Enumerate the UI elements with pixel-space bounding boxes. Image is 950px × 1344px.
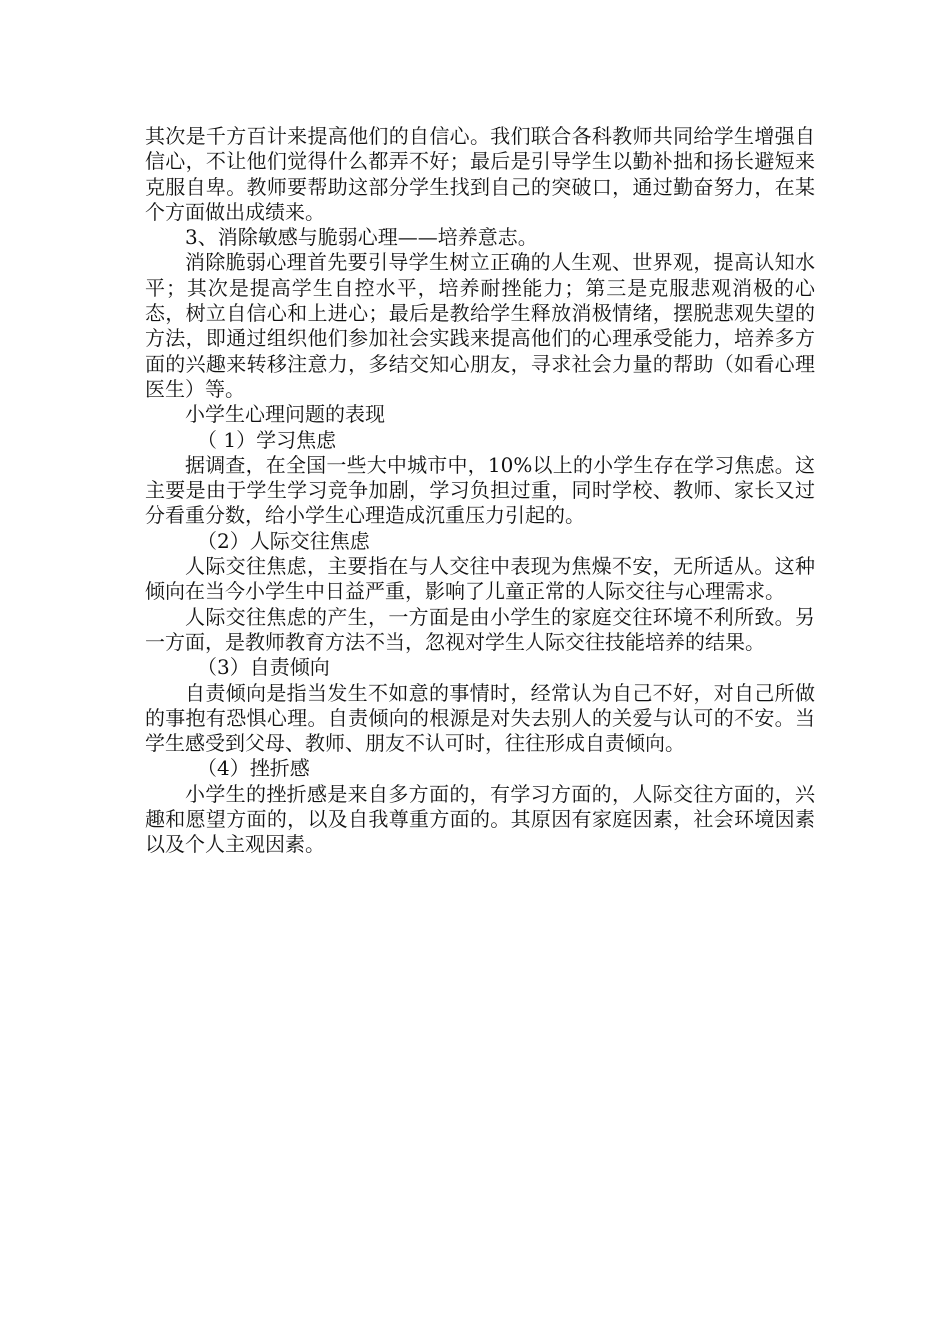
paragraph: 人际交往焦虑，主要指在与人交往中表现为焦燥不安，无所适从。这种倾向在当今小学生中日益严重，影响了儿童正常的人际交往与心理需求。 bbox=[145, 554, 815, 604]
paragraph: 消除脆弱心理首先要引导学生树立正确的人生观、世界观，提高认知水平；其次是提高学生自控水平，培养耐挫能力；第三是克服悲观消极的心态，树立自信心和上进心；最后是教给学生释放消极情绪，摆脱悲观失望的方法，即通过组织他们参加社会实践来提高他们的心理承受能力，培养多方面的兴趣来转移注意力，多结交知心朋友，寻求社会力量的帮助（如看心理医生）等。 bbox=[145, 250, 815, 401]
document-page bbox=[145, 124, 815, 858]
paragraph: 人际交往焦虑的产生，一方面是由小学生的家庭交往环境不利所致。另一方面，是教师教育方法不当，忽视对学生人际交往技能培养的结果。 bbox=[145, 604, 815, 654]
paragraph: 自责倾向是指当发生不如意的事情时，经常认为自己不好，对自己所做的事抱有恐惧心理。自责倾向的根源是对失去别人的关爱与认可的不安。当学生感受到父母、教师、朋友不认可时，往往形成自责倾向。 bbox=[145, 680, 815, 756]
section-heading-manifestations: 小学生心理问题的表现 bbox=[185, 402, 385, 427]
paragraph: 据调查，在全国一些大中城市中，10%以上的小学生存在学习焦虑。这主要是由于学生学习竞争加剧，学习负担过重，同时学校、教师、家长又过分看重分数，给小学生心理造成沉重压力引起的。 bbox=[145, 452, 815, 528]
paragraph: 小学生的挫折感是来自多方面的，有学习方面的，人际交往方面的，兴趣和愿望方面的，以及自我尊重方面的。其原因有家庭因素，社会环境因素以及个人主观因素。 bbox=[145, 781, 815, 857]
section-heading-3: 3、消除敏感与脆弱心理——培养意志。 bbox=[185, 225, 538, 250]
paragraph-continued: 其次是千方百计来提高他们的自信心。我们联合各科教师共同给学生增强自信心，不让他们觉得什么都弄不好；最后是引导学生以勤补拙和扬长避短来克服自卑。教师要帮助这部分学生找到自己的突破口，通过勤奋努力，在某个方面做出成绩来。 bbox=[145, 124, 815, 224]
subheading-frustration: （4）挫折感 bbox=[197, 756, 310, 781]
subheading-learning-anxiety: （ 1）学习焦虑 bbox=[197, 427, 337, 452]
subheading-self-blame: （3）自责倾向 bbox=[197, 655, 330, 680]
subheading-social-anxiety: （2）人际交往焦虑 bbox=[197, 528, 370, 553]
